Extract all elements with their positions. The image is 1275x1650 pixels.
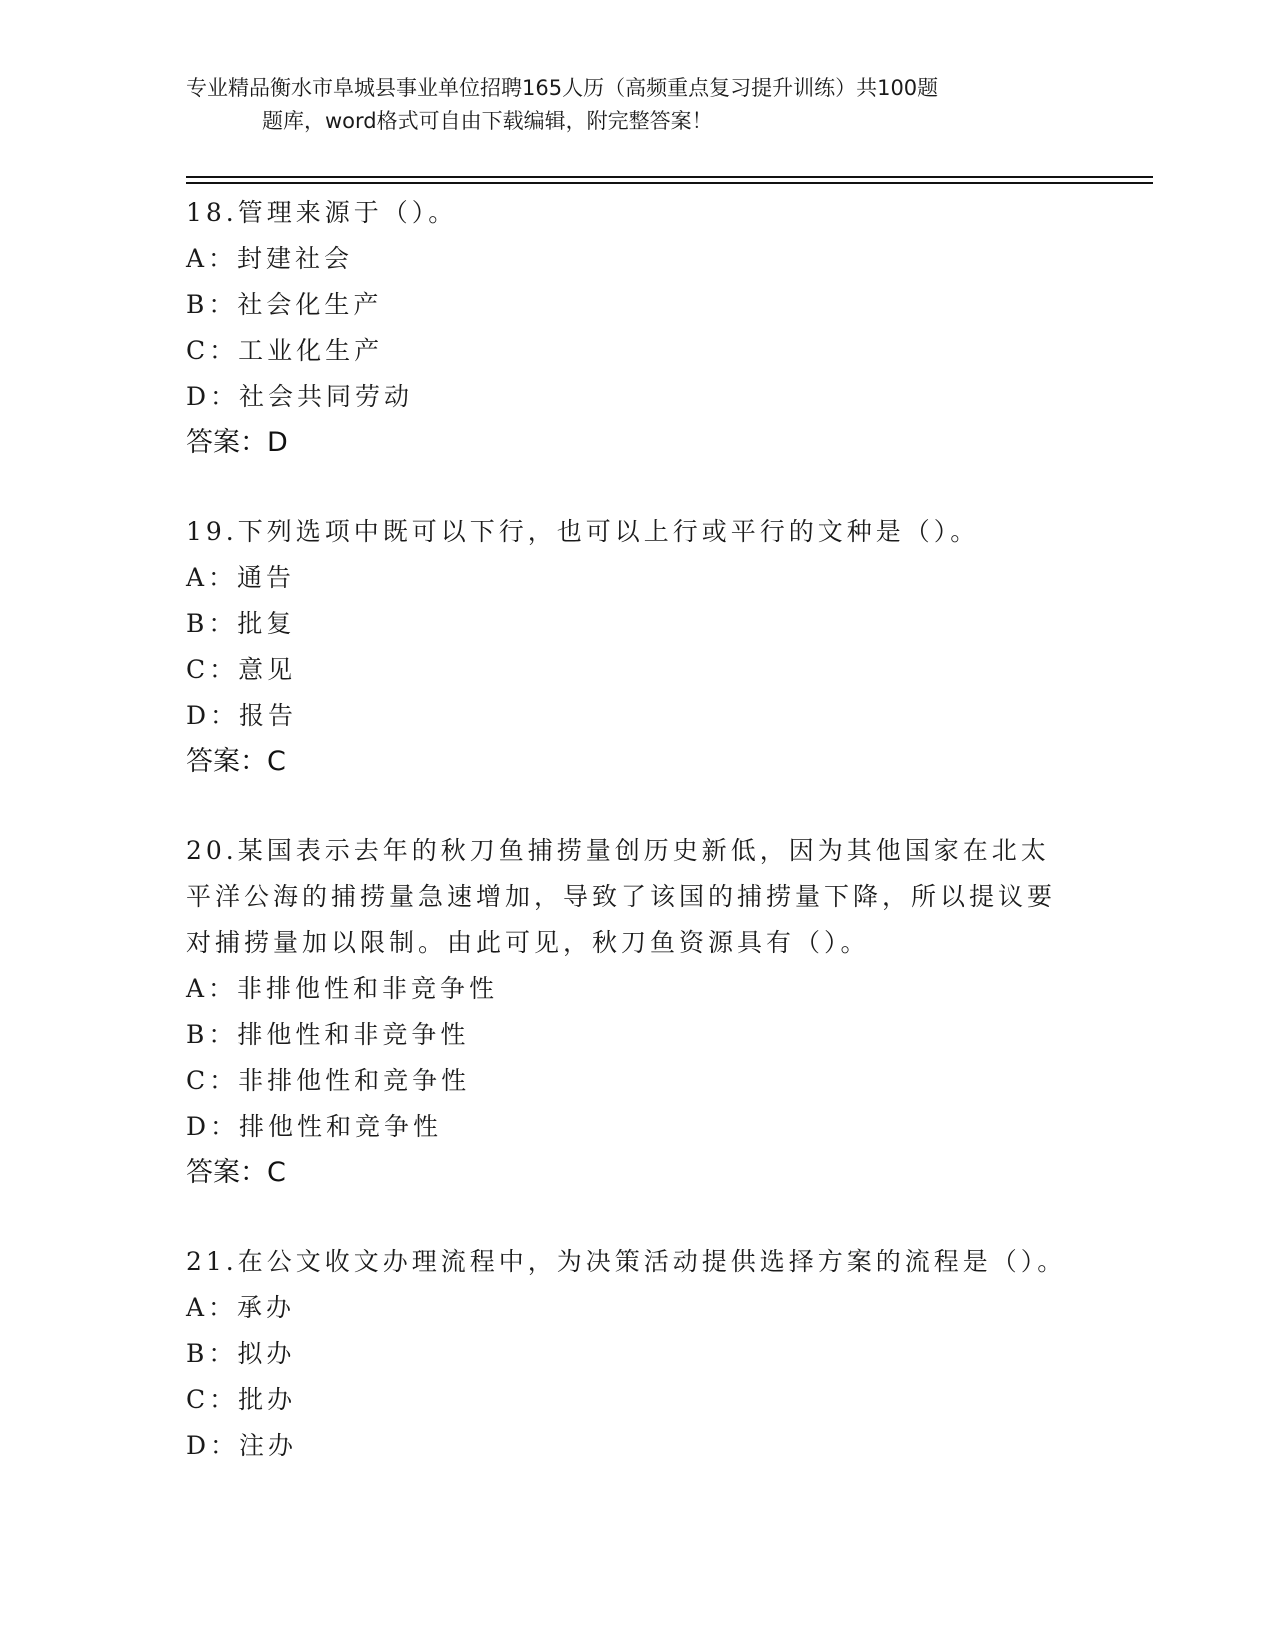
option-d: D：排他性和竞争性 [186, 1112, 443, 1141]
option-b: B：批复 [186, 609, 296, 638]
option-b: B：排他性和非竞争性 [186, 1020, 470, 1049]
option-c: C：意见 [186, 655, 297, 684]
question-text: 18.管理来源于（）。 [186, 198, 458, 227]
question-text: 19.下列选项中既可以下行，也可以上行或平行的文种是（）。 [186, 517, 980, 546]
option-c: C：批办 [186, 1385, 297, 1414]
option-d: D：社会共同劳动 [186, 382, 414, 411]
option-d: D：报告 [186, 701, 298, 730]
answer-line: 答案：D [186, 427, 288, 458]
option-a: A：非排他性和非竞争性 [186, 974, 499, 1003]
header-title-line-2: 题库，word格式可自由下载编辑，附完整答案！ [262, 109, 713, 133]
header-divider-top [186, 176, 1153, 178]
option-a: A：通告 [186, 563, 296, 592]
answer-line: 答案：C [186, 746, 286, 777]
question-block-20 [186, 828, 1086, 1196]
header-divider-bottom [186, 182, 1153, 184]
option-a: A：承办 [186, 1293, 296, 1322]
option-b: B：拟办 [186, 1339, 296, 1368]
question-block-21 [186, 1239, 1086, 1469]
option-c: C：工业化生产 [186, 336, 384, 365]
question-text: 21.在公文收文办理流程中，为决策活动提供选择方案的流程是（）。 [186, 1247, 1067, 1276]
question-list [186, 190, 1086, 1512]
option-c: C：非排他性和竞争性 [186, 1066, 471, 1095]
option-a: A：封建社会 [186, 244, 354, 273]
question-block-19 [186, 509, 1086, 785]
option-d: D：注办 [186, 1431, 298, 1460]
question-block-18 [186, 190, 1086, 466]
header-title-line-1: 专业精品衡水市阜城县事业单位招聘165人历（高频重点复习提升训练）共100题 [186, 76, 939, 100]
question-text: 20.某国表示去年的秋刀鱼捕捞量创历史新低，因为其他国家在北太平洋公海的捕捞量急速增加，导致了该国的捕捞量下降，所以提议要对捕捞量加以限制。由此可见，秋刀鱼资源具有（）。 [186, 836, 1057, 957]
document-header [186, 72, 1086, 138]
option-b: B：社会化生产 [186, 290, 383, 319]
answer-line: 答案：C [186, 1157, 286, 1188]
